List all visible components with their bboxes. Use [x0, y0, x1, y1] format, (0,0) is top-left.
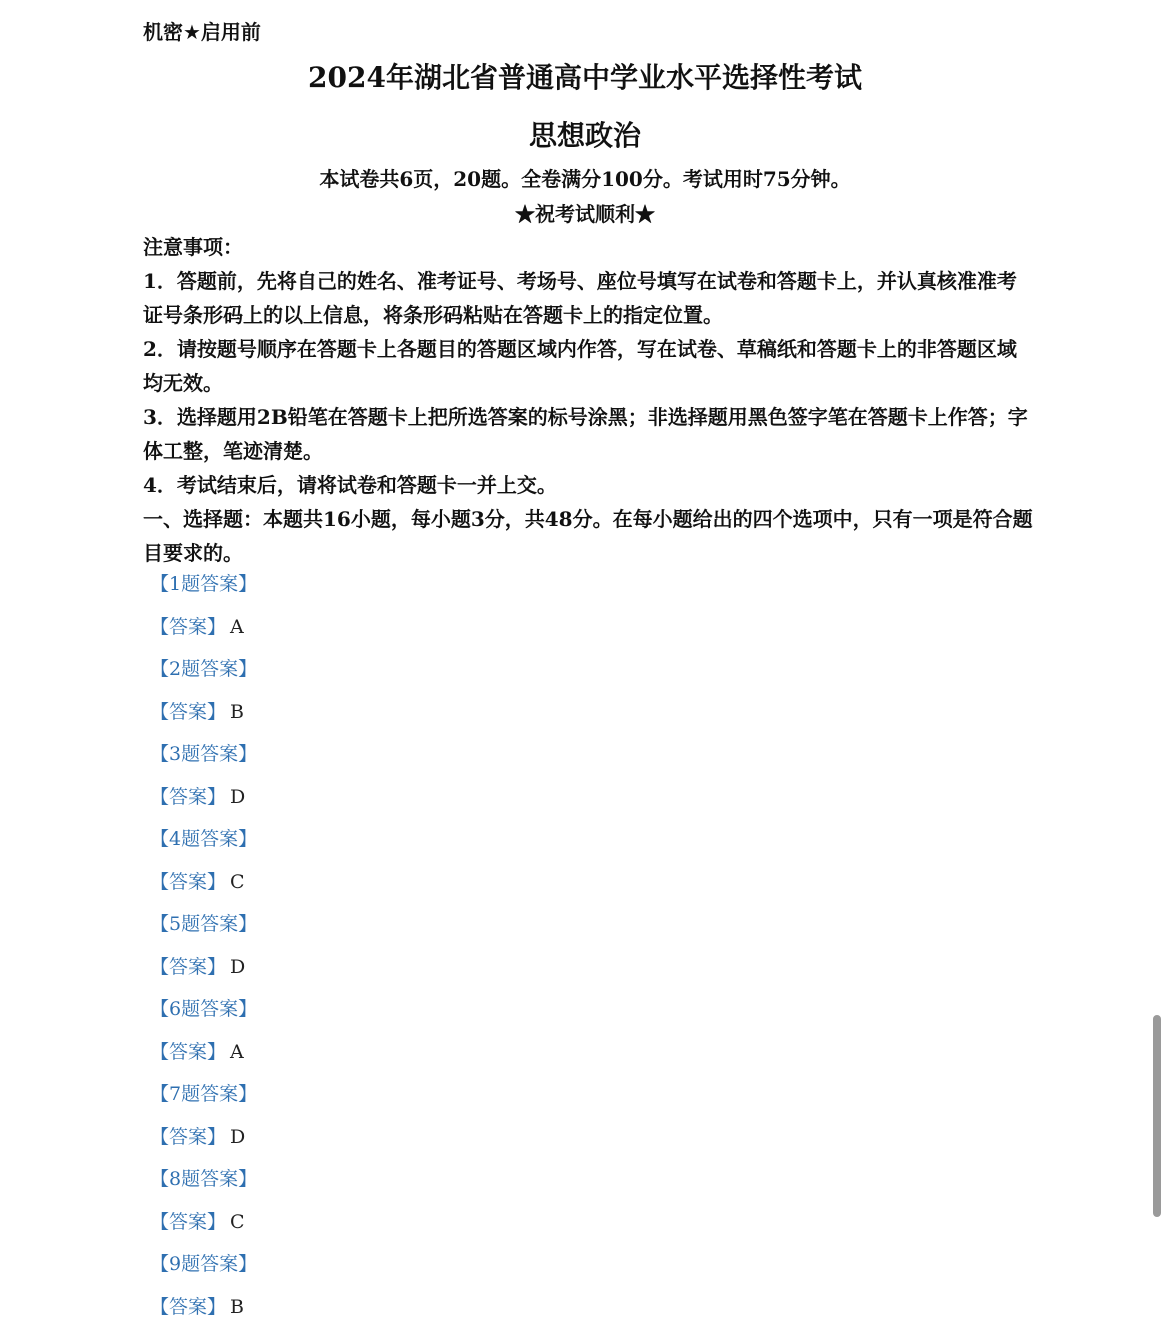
answer-line: [150, 781, 245, 813]
answer-heading: 【3题答案】: [150, 743, 258, 765]
answer-value: B: [230, 701, 244, 723]
answer-line: [150, 696, 244, 728]
answer-label: 【答案】: [150, 786, 227, 808]
answer-line: [150, 1036, 244, 1068]
answer-heading: 【9题答案】: [150, 1253, 258, 1275]
note-item: 3．选择题用2B铅笔在答题卡上把所选答案的标号涂黑；非选择题用黑色签字笔在答题卡上作答；字体工整，笔迹清楚。: [143, 405, 1028, 463]
answer-item: [150, 1248, 750, 1333]
exam-title: 2024年湖北省普通高中学业水平选择性考试: [308, 61, 862, 94]
answer-heading: 【5题答案】: [150, 913, 258, 935]
answer-line: [150, 1121, 245, 1153]
answer-value: D: [230, 956, 246, 978]
answer-line: [150, 1206, 245, 1238]
answer-value: C: [230, 1211, 245, 1233]
scrollbar-thumb[interactable]: [1153, 1015, 1161, 1217]
answer-label: 【答案】: [150, 1041, 227, 1063]
answer-item: [150, 908, 750, 993]
confidential-label: 机密★启用前: [143, 20, 261, 44]
answer-heading: 【7题答案】: [150, 1083, 258, 1105]
answer-item: [150, 993, 750, 1078]
answer-item: [150, 738, 750, 823]
answer-label: 【答案】: [150, 1211, 227, 1233]
answer-value: A: [230, 616, 244, 638]
notes-heading: 注意事项：: [143, 235, 243, 259]
answer-heading: 【1题答案】: [150, 573, 258, 595]
answer-item: [150, 1078, 750, 1163]
answer-item: [150, 653, 750, 738]
answer-value: D: [230, 786, 246, 808]
answer-value: A: [230, 1041, 244, 1063]
answer-item: [150, 568, 750, 653]
answer-heading: 【8题答案】: [150, 1168, 258, 1190]
answer-label: 【答案】: [150, 701, 227, 723]
answer-value: C: [230, 871, 245, 893]
answer-list: [150, 568, 750, 1333]
answer-heading: 【2题答案】: [150, 658, 258, 680]
answer-line: [150, 1291, 244, 1323]
answer-line: [150, 866, 245, 898]
answer-label: 【答案】: [150, 956, 227, 978]
answer-line: [150, 611, 244, 643]
answer-label: 【答案】: [150, 1296, 227, 1318]
note-item: 4．考试结束后，请将试卷和答题卡一并上交。: [143, 473, 557, 497]
answer-label: 【答案】: [150, 1126, 227, 1148]
answer-label: 【答案】: [150, 871, 227, 893]
exam-info: 本试卷共6页，20题。全卷满分100分。考试用时75分钟。: [319, 167, 851, 191]
answer-label: 【答案】: [150, 616, 227, 638]
answer-line: [150, 951, 245, 983]
note-item: 2．请按题号顺序在答题卡上各题目的答题区域内作答，写在试卷、草稿纸和答题卡上的非答题区域均无效。: [143, 337, 1017, 395]
section-heading: 一、选择题：本题共16小题，每小题3分，共48分。在每小题给出的四个选项中，只有一项是符合题目要求的。: [143, 507, 1033, 565]
answer-heading: 【6题答案】: [150, 998, 258, 1020]
answer-item: [150, 1163, 750, 1248]
answer-item: [150, 823, 750, 908]
notes-section: [143, 230, 1033, 570]
answer-value: D: [230, 1126, 246, 1148]
answer-heading: 【4题答案】: [150, 828, 258, 850]
good-luck-line: ★祝考试顺利★: [515, 202, 655, 226]
subject-title: 思想政治: [528, 119, 641, 152]
note-item: 1．答题前，先将自己的姓名、准考证号、考场号、座位号填写在试卷和答题卡上，并认真核准准考证号条形码上的以上信息，将条形码粘贴在答题卡上的指定位置。: [143, 269, 1017, 327]
answer-value: B: [230, 1296, 244, 1318]
